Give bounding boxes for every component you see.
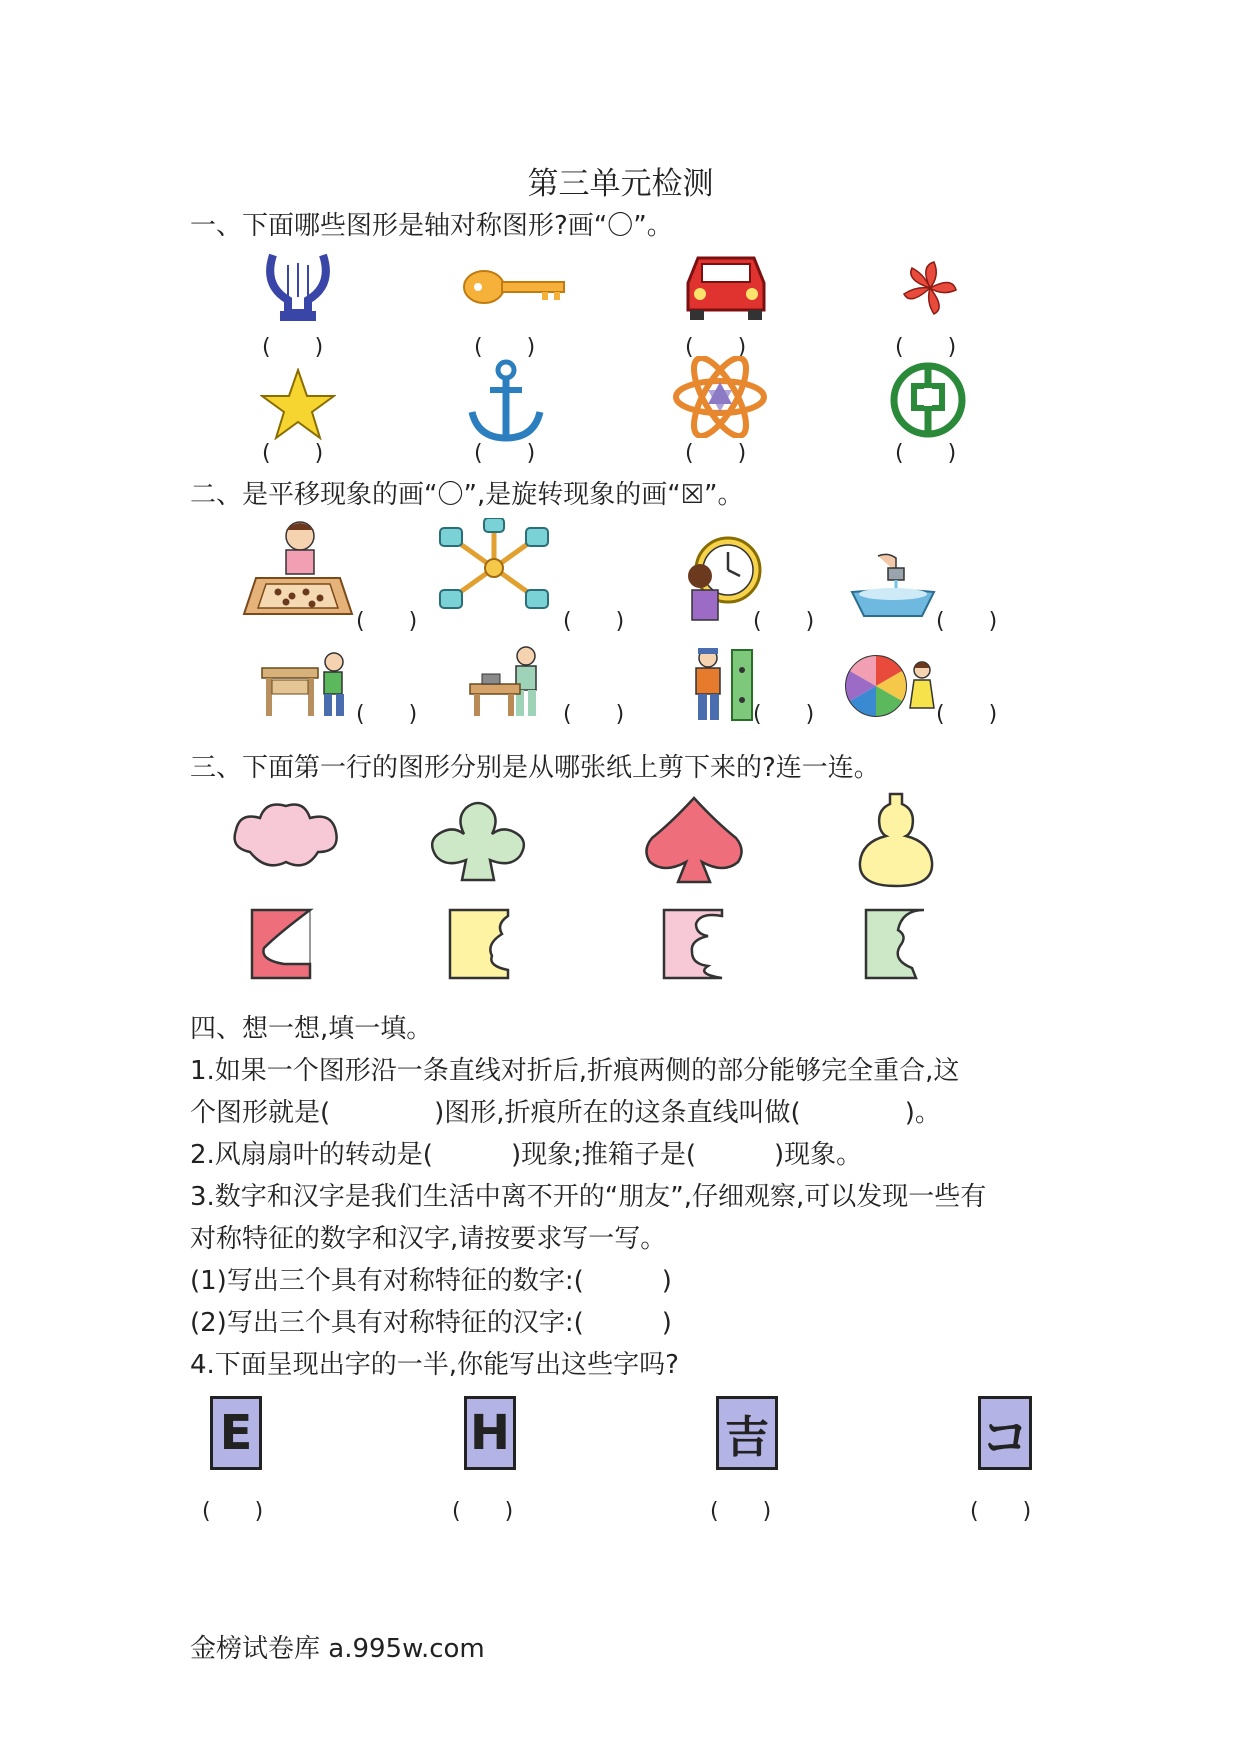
- pink-half-paper: [660, 906, 726, 982]
- half-character-card: コ: [978, 1396, 1032, 1470]
- answer-blank[interactable]: ( ): [262, 335, 324, 360]
- question-1-line1: 1.如果一个图形沿一条直线对折后,折痕两侧的部分能够完全重合,这: [190, 1056, 960, 1086]
- half-character-card: 吉: [716, 1396, 778, 1470]
- half-character-card: H: [464, 1396, 516, 1470]
- answer-blank[interactable]: ( ): [563, 702, 625, 727]
- answer-blank[interactable]: ( ): [895, 335, 957, 360]
- page-title: 第三单元检测: [527, 166, 714, 202]
- section4-heading: 四、想一想,填一填。: [190, 1014, 433, 1044]
- question-2: 2.风扇扇叶的转动是( )现象;推箱子是( )现象。: [190, 1140, 863, 1170]
- key-icon: [462, 262, 572, 312]
- section1-heading: 一、下面哪些图形是轴对称图形?画“〇”。: [190, 211, 673, 241]
- clock-child-icon: [682, 532, 764, 624]
- answer-blank[interactable]: ( ): [895, 441, 957, 466]
- spinning-wheel-girl-icon: [842, 652, 940, 722]
- answer-blank[interactable]: ( ): [202, 1499, 264, 1524]
- pink-cloud-shape: [230, 800, 342, 872]
- answer-blank[interactable]: ( ): [685, 441, 747, 466]
- car-icon: [680, 248, 772, 323]
- answer-blank[interactable]: ( ): [936, 609, 998, 634]
- answer-blank[interactable]: ( ): [753, 609, 815, 634]
- green-half-paper: [862, 906, 928, 982]
- answer-blank[interactable]: ( ): [970, 1499, 1032, 1524]
- faucet-icon: [848, 552, 938, 622]
- answer-blank[interactable]: ( ): [936, 702, 998, 727]
- question-4: 4.下面呈现出字的一半,你能写出这些字吗?: [190, 1350, 679, 1380]
- answer-blank[interactable]: ( ): [452, 1499, 514, 1524]
- answer-blank[interactable]: ( ): [262, 441, 324, 466]
- answer-blank[interactable]: ( ): [356, 702, 418, 727]
- red-half-paper: [248, 906, 314, 982]
- answer-blank[interactable]: ( ): [753, 702, 815, 727]
- anchor-icon: [466, 358, 546, 448]
- footer-source: 金榜试卷库 a.995w.com: [190, 1634, 485, 1664]
- atom-icon: [672, 356, 768, 438]
- answer-blank[interactable]: ( ): [685, 335, 747, 360]
- question-1-line2: 个图形就是( )图形,折痕所在的这条直线叫做( )。: [190, 1098, 941, 1128]
- wrench-worker-icon: [686, 646, 758, 724]
- planing-wood-icon: [468, 644, 556, 720]
- pushing-desk-icon: [258, 648, 354, 720]
- red-spade-shape: [642, 794, 746, 886]
- star-icon: [260, 368, 336, 440]
- question-3-part2: (2)写出三个具有对称特征的汉字:( ): [190, 1308, 672, 1338]
- bauhinia-flower-icon: [900, 258, 960, 318]
- yellow-half-paper: [446, 906, 512, 982]
- bank-logo-icon: [890, 362, 966, 438]
- question-3-part1: (1)写出三个具有对称特征的数字:( ): [190, 1266, 672, 1296]
- question-3-line2: 对称特征的数字和汉字,请按要求写一写。: [190, 1224, 667, 1254]
- lyre-icon: [258, 245, 338, 325]
- abacus-boy-icon: [242, 518, 354, 618]
- half-character-card: E: [210, 1396, 262, 1470]
- question-3-line1: 3.数字和汉字是我们生活中离不开的“朋友”,仔细观察,可以发现一些有: [190, 1182, 987, 1212]
- answer-blank[interactable]: ( ): [563, 609, 625, 634]
- section2-heading: 二、是平移现象的画“〇”,是旋转现象的画“☒”。: [190, 480, 744, 510]
- yellow-gourd-shape: [856, 790, 936, 890]
- section3-heading: 三、下面第一行的图形分别是从哪张纸上剪下来的?连一连。: [190, 753, 880, 783]
- green-club-shape: [426, 798, 530, 886]
- answer-blank[interactable]: ( ): [710, 1499, 772, 1524]
- ferris-wheel-icon: [432, 518, 556, 618]
- answer-blank[interactable]: ( ): [474, 441, 536, 466]
- answer-blank[interactable]: ( ): [474, 335, 536, 360]
- answer-blank[interactable]: ( ): [356, 609, 418, 634]
